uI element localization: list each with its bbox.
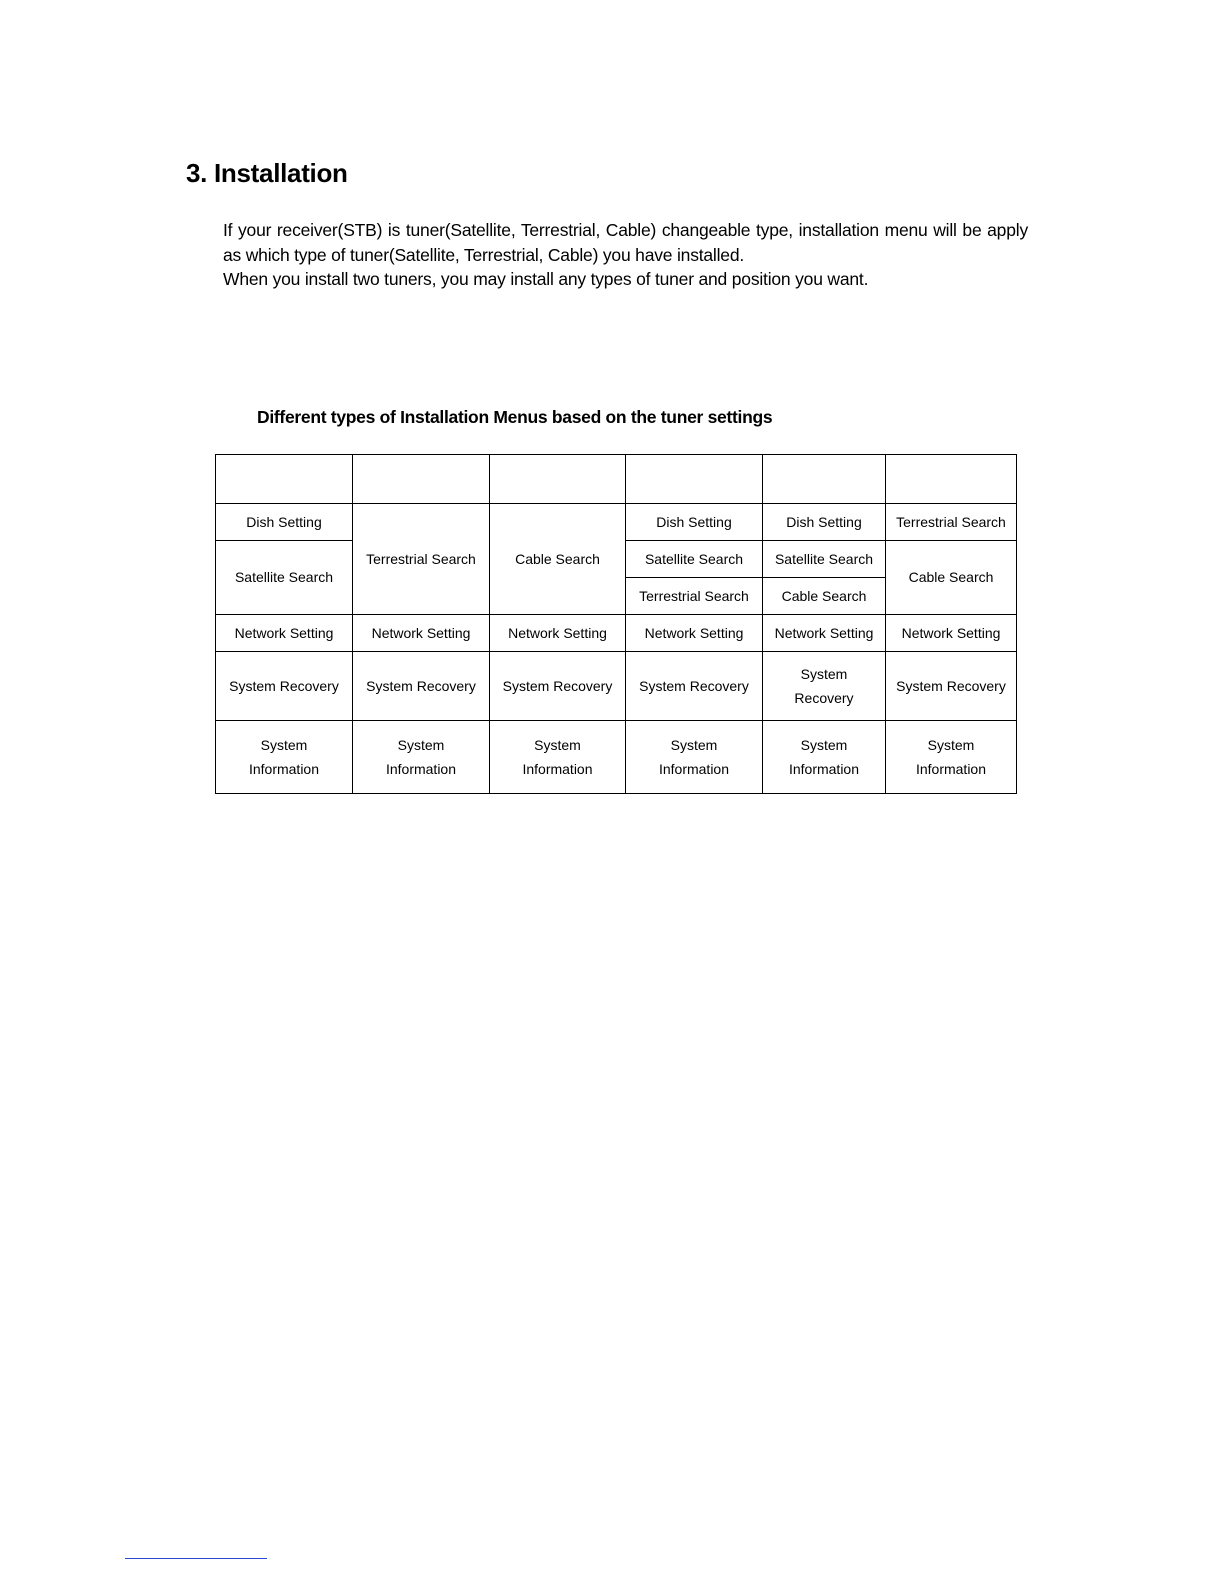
cell-network-setting: Network Setting: [886, 615, 1017, 652]
cell-network-setting: Network Setting: [490, 615, 626, 652]
cell-cable-search: Cable Search: [886, 541, 1017, 615]
table-row: [216, 504, 1017, 541]
cell-network-setting: Network Setting: [216, 615, 353, 652]
header-cell: [490, 455, 626, 504]
table-row: [216, 615, 1017, 652]
table-header-row: [216, 455, 1017, 504]
cell-system-recovery: System Recovery: [886, 652, 1017, 721]
cell-terrestrial-search: Terrestrial Search: [353, 504, 490, 615]
section-title: 3. Installation: [186, 158, 348, 188]
cell-system-recovery: System Recovery: [490, 652, 626, 721]
intro-paragraph: If your receiver(STB) is tuner(Satellite, Terrestrial, Cable) changeable type, installation menu will be apply as which type of tuner(Satellite, Terrestrial, Cable) you have installed.: [223, 220, 1028, 265]
header-cell: [353, 455, 490, 504]
cell-system-information: System Information: [763, 721, 886, 794]
cell-terrestrial-search: Terrestrial Search: [886, 504, 1017, 541]
cell-system-information: System Information: [886, 721, 1017, 794]
header-cell: [626, 455, 763, 504]
cell-dish-setting: Dish Setting: [763, 504, 886, 541]
cell-network-setting: Network Setting: [626, 615, 763, 652]
cell-dish-setting: Dish Setting: [216, 504, 353, 541]
table-caption: Different types of Installation Menus based on the tuner settings: [257, 407, 773, 427]
cell-satellite-search: Satellite Search: [763, 541, 886, 578]
header-cell: [216, 455, 353, 504]
cell-system-recovery: System Recovery: [353, 652, 490, 721]
cell-system-information: System Information: [353, 721, 490, 794]
cell-system-information: System Information: [490, 721, 626, 794]
cell-dish-setting: Dish Setting: [626, 504, 763, 541]
cell-cable-search: Cable Search: [490, 504, 626, 615]
cell-network-setting: Network Setting: [353, 615, 490, 652]
table-row: [216, 652, 1017, 721]
table-row: [216, 721, 1017, 794]
cell-system-information: System Information: [626, 721, 763, 794]
cell-terrestrial-search: Terrestrial Search: [626, 578, 763, 615]
cell-cable-search: Cable Search: [763, 578, 886, 615]
cell-system-recovery: System Recovery: [626, 652, 763, 721]
cell-satellite-search: Satellite Search: [216, 541, 353, 615]
cell-network-setting: Network Setting: [763, 615, 886, 652]
installation-menus-table: [215, 454, 1017, 794]
footer-rule: [125, 1558, 267, 1559]
header-cell: [886, 455, 1017, 504]
cell-system-recovery: System Recovery: [763, 652, 886, 721]
cell-satellite-search: Satellite Search: [626, 541, 763, 578]
cell-system-information: System Information: [216, 721, 353, 794]
cell-system-recovery: System Recovery: [216, 652, 353, 721]
header-cell: [763, 455, 886, 504]
tuner-paragraph: When you install two tuners, you may install any types of tuner and position you want.: [223, 269, 869, 289]
